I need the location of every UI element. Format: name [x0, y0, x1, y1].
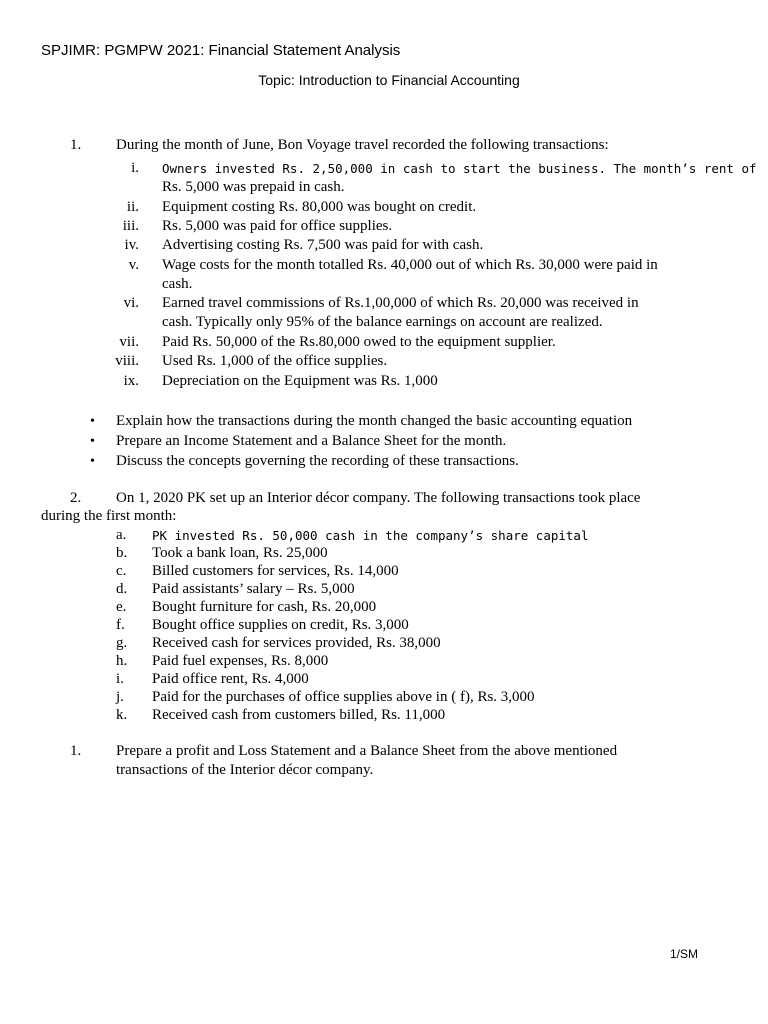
question-text-continued: transactions of the Interior décor company. [116, 762, 374, 778]
item-text: Bought office supplies on credit, Rs. 3,000 [152, 617, 409, 633]
item-text: Wage costs for the month totalled Rs. 40,000 out of which Rs. 30,000 were paid in [162, 257, 658, 273]
item-text: Received cash for services provided, Rs. 38,000 [152, 635, 441, 651]
question-intro-continued: during the first month: [41, 508, 177, 524]
question-text: Prepare a profit and Loss Statement and a Balance Sheet from the above mentioned [116, 743, 618, 759]
item-text: PK invested Rs. 50,000 cash in the company’s share capital [152, 528, 589, 543]
question-number: 2. [70, 490, 82, 506]
item-text-continued: cash. Typically only 95% of the balance earnings on account are realized. [162, 314, 603, 330]
question-intro: On 1, 2020 PK set up an Interior décor company. The following transactions took place [116, 490, 641, 506]
item-number: viii. [115, 353, 139, 369]
item-number: i. [131, 160, 139, 176]
item-text: Paid assistants’ salary – Rs. 5,000 [152, 581, 355, 597]
item-number: ix. [123, 373, 139, 389]
item-letter: e. [116, 599, 127, 615]
item-text: Received cash from customers billed, Rs. 11,000 [152, 707, 446, 723]
bullet-icon: • [90, 434, 95, 449]
item-text: Paid for the purchases of office supplies above in ( f), Rs. 3,000 [152, 689, 535, 705]
question-intro: During the month of June, Bon Voyage travel recorded the following transactions: [116, 137, 609, 153]
item-letter: d. [116, 581, 128, 597]
bullet-icon: • [90, 414, 95, 429]
item-letter: b. [116, 545, 128, 561]
item-letter: c. [116, 563, 127, 579]
item-letter: k. [116, 707, 128, 723]
bullet-icon: • [90, 454, 95, 469]
page-number: 1/SM [669, 947, 698, 961]
task-item: Prepare an Income Statement and a Balance Sheet for the month. [116, 433, 507, 449]
document-topic: Topic: Introduction to Financial Accounting [258, 72, 520, 88]
item-letter: h. [116, 653, 128, 669]
item-text: Paid Rs. 50,000 of the Rs.80,000 owed to the equipment supplier. [162, 334, 556, 350]
task-item: Explain how the transactions during the month changed the basic accounting equation [116, 413, 633, 429]
item-text: Earned travel commissions of Rs.1,00,000 of which Rs. 20,000 was received in [162, 295, 639, 311]
item-number: vii. [119, 334, 139, 350]
item-text-continued: cash. [162, 276, 193, 292]
item-number: ii. [126, 199, 139, 215]
item-text: Advertising costing Rs. 7,500 was paid for with cash. [162, 237, 484, 253]
item-number: iv. [124, 237, 139, 253]
item-letter: i. [116, 671, 124, 687]
item-text: Rs. 5,000 was paid for office supplies. [162, 218, 393, 234]
item-letter: a. [116, 527, 127, 543]
item-text: Paid office rent, Rs. 4,000 [152, 671, 309, 687]
item-text: Equipment costing Rs. 80,000 was bought on credit. [162, 199, 477, 215]
task-item: Discuss the concepts governing the recording of these transactions. [116, 453, 519, 469]
item-number: vi. [123, 295, 139, 311]
question-number: 1. [70, 137, 82, 153]
item-text: Used Rs. 1,000 of the office supplies. [162, 353, 388, 369]
item-number: v. [128, 257, 139, 273]
item-letter: f. [116, 617, 125, 633]
item-text-continued: Rs. 5,000 was prepaid in cash. [162, 179, 345, 195]
question-number: 1. [70, 743, 82, 759]
item-text: Took a bank loan, Rs. 25,000 [152, 545, 328, 561]
item-number: iii. [122, 218, 139, 234]
item-letter: j. [116, 689, 124, 705]
item-letter: g. [116, 635, 128, 651]
document-title: SPJIMR: PGMPW 2021: Financial Statement Analysis [41, 42, 401, 59]
item-text: Owners invested Rs. 2,50,000 in cash to start the business. The month’s rent of [162, 161, 757, 176]
item-text: Bought furniture for cash, Rs. 20,000 [152, 599, 377, 615]
item-text: Depreciation on the Equipment was Rs. 1,000 [162, 373, 438, 389]
item-text: Billed customers for services, Rs. 14,000 [152, 563, 399, 579]
item-text: Paid fuel expenses, Rs. 8,000 [152, 653, 329, 669]
